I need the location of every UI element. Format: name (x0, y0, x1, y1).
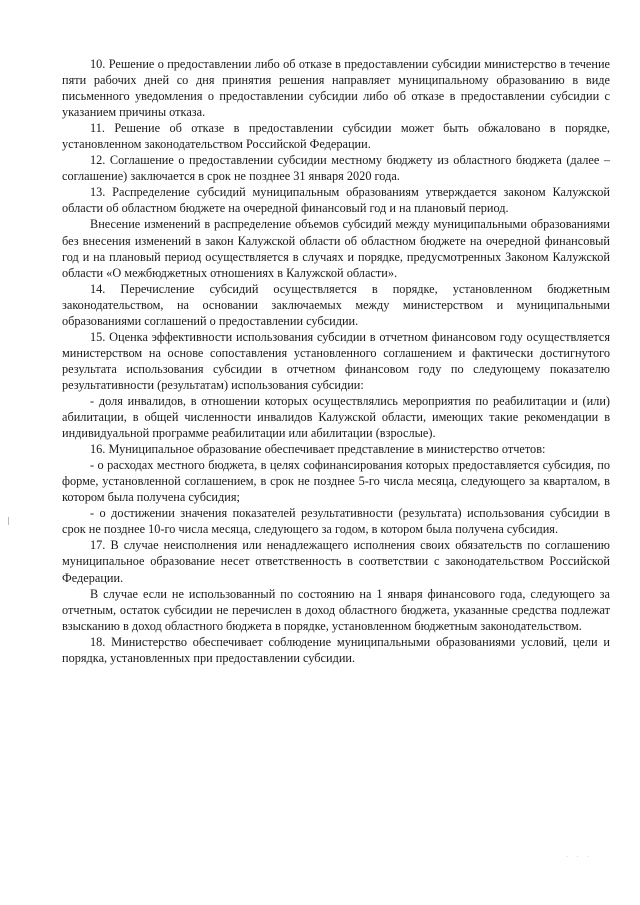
paragraph-16: 16. Муниципальное образование обеспечивает представление в министерство отчетов: (90, 442, 546, 457)
paragraph-15: 15. Оценка эффективности использования субсидии в отчетном финансовом году осуществляется министерством на основе сопоставления установленного соглашением и фактически достигнутого результата использования субсидии в отчетном финансовом году по следующему показателю результативности (результатам) использования субсидии: (62, 329, 610, 392)
scan-artifact: · · · (566, 853, 593, 861)
paragraph-17: 17. В случае неисполнения или ненадлежащего исполнения своих обязательств по соглашению муниципальное образование несет ответственность в соответствии с законодательством Российской Федерации. (62, 538, 610, 585)
paragraph-10: 10. Решение о предоставлении либо об отказе в предоставлении субсидии министерство в течение пяти рабочих дней со дня принятия решения направляет муниципальному образованию в виде письменного уведомления о предоставлении субсидии либо об отказе в предоставлении субсидии с указанием причины отказа. (62, 57, 610, 120)
paragraph-16-results-report: - о достижении значения показателей результативности (результата) использования субсидии в срок не позднее 10-го числа месяца, следующего за годом, в котором была получена субсидия. (62, 506, 610, 537)
paragraph-13: 13. Распределение субсидий муниципальным образованиям утверждается законом Калужской области об областном бюджете на очередной финансовый год и на плановый период. (62, 185, 610, 216)
scan-margin-mark (8, 517, 9, 525)
paragraph-12: 12. Соглашение о предоставлении субсидии местному бюджету из областного бюджета (далее – соглашение) заключается в срок не позднее 31 января 2020 года. (62, 153, 610, 184)
paragraph-18: 18. Министерство обеспечивает соблюдение муниципальными образованиями условий, цели и порядка, установленных при предоставлении субсидии. (62, 634, 610, 665)
paragraph-11: 11. Решение об отказе в предоставлении субсидии может быть обжаловано в порядке, установленном законодательством Российской Федерации. (62, 121, 610, 152)
paragraph-17-recovery: В случае если не использованный по состоянию на 1 января финансового года, следующего за отчетным, остаток субсидии не перечислен в доход областного бюджета, указанные средства подлежат взысканию в доход областного бюджета в порядке, установленном бюджетным законодательством. (62, 586, 610, 633)
paragraph-14: 14. Перечисление субсидий осуществляется в порядке, установленном бюджетным законодательством, на основании заключаемых между министерством и муниципальными образованиями соглашений о предоставлении субсидии. (62, 281, 610, 328)
paragraph-13-amendments: Внесение изменений в распределение объемов субсидий между муниципальными образованиями без внесения изменений в закон Калужской области об областном бюджете на очередной финансовый год и на плановый период осуществляется в случаях и порядке, предусмотренных Законом Калужской области «О межбюджетных отношениях в Калужской области». (62, 217, 610, 280)
paragraph-16-expenses-report: - о расходах местного бюджета, в целях софинансирования которых предоставляется субсидия, по форме, установленной соглашением, в срок не позднее 5-го числа месяца, следующего за кварталом, в котором была получена субсидия; (62, 458, 610, 505)
document-body (62, 56, 610, 666)
paragraph-15-indicator: - доля инвалидов, в отношении которых осуществлялись мероприятия по реабилитации и (или) абилитации, в общей численности инвалидов Калужской области, имеющих такие рекомендации в индивидуальной программе реабилитации или абилитации (взрослые). (62, 393, 610, 441)
